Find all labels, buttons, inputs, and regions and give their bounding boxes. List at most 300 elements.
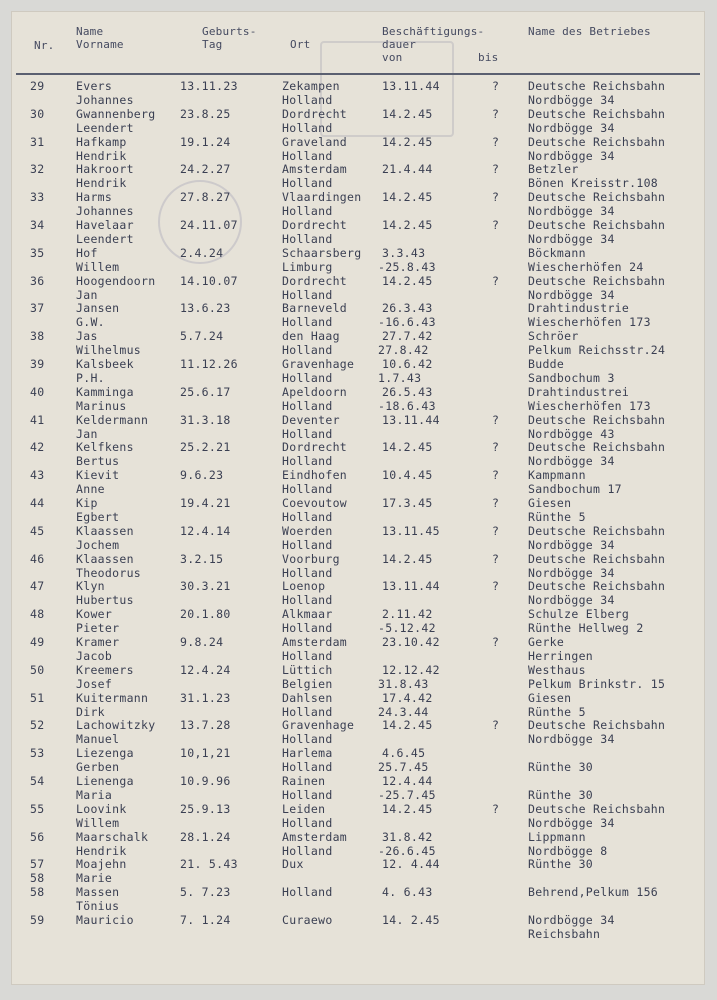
row-number: 34	[30, 218, 45, 232]
company-name: Deutsche Reichsbahn	[528, 523, 666, 538]
header-beschaeftigung: Beschäftigungs-	[382, 25, 485, 38]
header-dauer: dauer	[382, 38, 417, 51]
company-name: Nordbögge 34	[528, 913, 615, 927]
employment-from: 13.11.44	[382, 579, 440, 594]
employment-from: 26.5.43	[382, 384, 433, 399]
surname: Mauricio	[76, 913, 134, 927]
birth-place: Leiden	[282, 801, 326, 816]
header-name: Name	[76, 25, 104, 38]
given-name: Hubertus	[76, 593, 134, 608]
table-row	[12, 553, 704, 581]
birth-place: Vlaardingen	[282, 190, 362, 205]
employment-from: 12.4.44	[382, 774, 433, 788]
birth-date: 5. 7.23	[180, 885, 231, 900]
table-row	[12, 747, 704, 775]
company-address: Wiescherhöfen 24	[528, 259, 644, 274]
company-address: Sandbochum 17	[528, 482, 622, 497]
employment-to: -25.7.45	[378, 788, 436, 802]
employment-from: 14.2.45	[382, 106, 433, 121]
birth-place: Gravenhage	[282, 718, 355, 733]
employment-from: 2.11.42	[382, 607, 433, 622]
table-row	[12, 636, 704, 664]
birth-place: Harlema	[282, 746, 333, 761]
company-name: Deutsche Reichsbahn	[528, 718, 666, 733]
birth-country: Holland	[282, 537, 333, 552]
header-bis: bis	[478, 51, 499, 64]
birth-date: 5.7.24	[180, 329, 224, 344]
birth-country: Holland	[282, 760, 333, 775]
company-address: Nordbögge 34	[528, 120, 615, 135]
employment-to: -5.12.42	[378, 621, 436, 636]
table-row	[12, 191, 704, 219]
given-name: Manuel	[76, 732, 120, 747]
surname: Jas	[76, 329, 98, 344]
birth-place: Rainen	[282, 774, 326, 788]
company-address: Nordbögge 34	[528, 537, 615, 552]
birth-place: Schaarsberg	[282, 245, 362, 260]
company-address: Nordbögge 34	[528, 593, 615, 608]
birth-date: 2.4.24	[180, 245, 224, 260]
row-number: 46	[30, 551, 45, 566]
birth-country: Holland	[282, 482, 333, 497]
employment-from: 12. 4.44	[382, 857, 440, 872]
table-row	[12, 831, 704, 859]
surname: Kip	[76, 496, 98, 510]
row-number: 43	[30, 468, 45, 483]
header-vorname: Vorname	[76, 38, 124, 51]
company-name: Deutsche Reichsbahn	[528, 106, 666, 121]
birth-place: Dux	[282, 857, 304, 872]
company-address: Nordbögge 34	[528, 148, 615, 163]
table-row	[12, 247, 704, 275]
employment-until: ?	[492, 106, 500, 121]
surname: Kalsbeek	[76, 357, 134, 371]
employment-from: 13.11.44	[382, 79, 440, 93]
surname: Hoogendoorn	[76, 273, 156, 288]
employment-to: 25.7.45	[378, 760, 429, 775]
given-name: Johannes	[76, 93, 134, 107]
surname: Hafkamp	[76, 134, 127, 149]
birth-place: Dordrecht	[282, 273, 348, 288]
birth-country: Holland	[282, 148, 333, 163]
company-name: Deutsche Reichsbahn	[528, 273, 666, 288]
surname: Gwannenberg	[76, 106, 156, 121]
birth-date: 10,1,21	[180, 746, 231, 761]
birth-date: 3.2.15	[180, 551, 224, 566]
birth-place: Gravenhage	[282, 357, 355, 371]
employment-from: 17.3.45	[382, 496, 433, 510]
row-number: 30	[30, 106, 45, 121]
birth-country: Holland	[282, 315, 333, 330]
company-address: Bönen Kreisstr.108	[528, 176, 659, 191]
birth-place: Apeldoorn	[282, 384, 348, 399]
birth-country: Holland	[282, 93, 333, 107]
birth-date: 24.2.27	[180, 162, 231, 177]
birth-country: Holland	[282, 454, 333, 469]
given-name: Wilhelmus	[76, 343, 142, 358]
surname: Havelaar	[76, 218, 134, 232]
birth-country: Holland	[282, 176, 333, 191]
given-name: P.H.	[76, 371, 105, 385]
header-divider	[16, 73, 700, 75]
employment-until: ?	[492, 79, 500, 93]
employment-from: 14.2.45	[382, 551, 433, 566]
birth-country: Holland	[282, 565, 333, 580]
table-row	[12, 163, 704, 191]
birth-date: 7. 1.24	[180, 913, 231, 927]
table-row	[12, 441, 704, 469]
surname: Kamminga	[76, 384, 134, 399]
birth-country: Holland	[282, 732, 333, 747]
company-address: Rünthe 30	[528, 788, 594, 802]
row-number: 39	[30, 357, 45, 371]
birth-country: Holland	[282, 426, 333, 441]
employment-until: ?	[492, 134, 500, 149]
birth-country: Holland	[282, 510, 333, 524]
birth-place: Voorburg	[282, 551, 340, 566]
employment-until: ?	[492, 162, 500, 177]
employment-from: 13.11.45	[382, 523, 440, 538]
birth-place: Eindhofen	[282, 468, 348, 483]
employment-until: ?	[492, 496, 500, 510]
birth-place: Dordrecht	[282, 440, 348, 455]
birth-country: Limburg	[282, 259, 333, 274]
table-row	[12, 302, 704, 330]
table-row	[12, 219, 704, 247]
birth-country: Holland	[282, 371, 333, 385]
given-name: Anne	[76, 482, 105, 497]
employment-from: 14.2.45	[382, 190, 433, 205]
employment-from: 10.4.45	[382, 468, 433, 483]
birth-date: 20.1.80	[180, 607, 231, 622]
row-number: 31	[30, 134, 45, 149]
row-number: 54	[30, 774, 45, 788]
header-betrieb: Name des Betriebes	[528, 25, 651, 38]
birth-place: Alkmaar	[282, 607, 333, 622]
birth-place: Graveland	[282, 134, 348, 149]
table-row	[12, 108, 704, 136]
table-row	[12, 469, 704, 497]
employment-from: 14. 2.45	[382, 913, 440, 927]
birth-date: 31.3.18	[180, 412, 231, 427]
surname: Hof	[76, 245, 98, 260]
employment-from: 14.2.45	[382, 801, 433, 816]
birth-place: Dordrecht	[282, 106, 348, 121]
row-number: 37	[30, 301, 45, 316]
row-number: 49	[30, 635, 45, 649]
table-row	[12, 358, 704, 386]
table-row	[12, 497, 704, 525]
birth-date: 13.7.28	[180, 718, 231, 733]
company-name: Deutsche Reichsbahn	[528, 579, 666, 594]
row-number: 40	[30, 384, 45, 399]
row-number: 47	[30, 579, 45, 594]
given-name: Bertus	[76, 454, 120, 469]
given-name: Maria	[76, 788, 113, 802]
birth-country: Holland	[282, 621, 333, 636]
birth-country: Holland	[282, 788, 333, 802]
company-name: Schulze Elberg	[528, 607, 630, 622]
employment-from: 23.10.42	[382, 635, 440, 649]
surname: Kower	[76, 607, 113, 622]
row-number: 42	[30, 440, 45, 455]
birth-date: 25.2.21	[180, 440, 231, 455]
surname: Kuitermann	[76, 690, 149, 705]
birth-date: 9.8.24	[180, 635, 224, 649]
table-row	[12, 386, 704, 414]
row-number: 48	[30, 607, 45, 622]
birth-country: Holland	[282, 398, 333, 413]
surname: Jansen	[76, 301, 120, 316]
company-name: Rünthe 30	[528, 857, 594, 872]
employment-until: ?	[492, 551, 500, 566]
row-number: 32	[30, 162, 45, 177]
employment-until: ?	[492, 468, 500, 483]
employment-until: ?	[492, 412, 500, 427]
given-name: Dirk	[76, 704, 105, 719]
employment-to: -16.6.43	[378, 315, 436, 330]
table-row	[12, 858, 704, 886]
birth-place: Dordrecht	[282, 218, 348, 232]
birth-country: Holland	[282, 593, 333, 608]
table-row	[12, 580, 704, 608]
row-number: 50	[30, 662, 45, 677]
company-name: Deutsche Reichsbahn	[528, 412, 666, 427]
table-row	[12, 525, 704, 553]
given-name: Marinus	[76, 398, 127, 413]
employment-to: -18.6.43	[378, 398, 436, 413]
birth-date: 13.6.23	[180, 301, 231, 316]
row-number: 57	[30, 857, 45, 872]
birth-country: Holland	[282, 649, 333, 663]
table-row	[12, 414, 704, 442]
employment-from: 14.2.45	[382, 440, 433, 455]
employment-from: 14.2.45	[382, 718, 433, 733]
employment-from: 13.11.44	[382, 412, 440, 427]
employment-to: -25.8.43	[378, 259, 436, 274]
company-name: Deutsche Reichsbahn	[528, 801, 666, 816]
employment-until: ?	[492, 440, 500, 455]
surname: Liezenga	[76, 746, 134, 761]
birth-date: 28.1.24	[180, 829, 231, 844]
company-address: Rünthe Hellweg 2	[528, 621, 644, 636]
given-name: Willem	[76, 815, 120, 830]
company-name: Lippmann	[528, 829, 586, 844]
company-address: Sandbochum 3	[528, 371, 615, 385]
employment-from: 3.3.43	[382, 245, 426, 260]
birth-date: 12.4.24	[180, 662, 231, 677]
employment-from: 27.7.42	[382, 329, 433, 344]
surname: Massen	[76, 885, 120, 900]
row-number: 29	[30, 79, 45, 93]
company-address: Nordbögge 8	[528, 843, 608, 858]
company-name: Gerke	[528, 635, 565, 649]
birth-date: 12.4.14	[180, 523, 231, 538]
given-name: Tönius	[76, 899, 120, 914]
birth-date: 13.11.23	[180, 79, 238, 93]
given-name: Pieter	[76, 621, 120, 636]
employment-until: ?	[492, 635, 500, 649]
employment-from: 17.4.42	[382, 690, 433, 705]
company-address: Nordbögge 34	[528, 204, 615, 219]
surname: Moajehn	[76, 857, 127, 872]
company-address: Pelkum Brinkstr. 15	[528, 676, 666, 691]
surname: Harms	[76, 190, 113, 205]
company-name: Drahtindustrie	[528, 301, 630, 316]
company-name: Deutsche Reichsbahn	[528, 218, 666, 232]
employment-from: 14.2.45	[382, 134, 433, 149]
birth-date: 25.9.13	[180, 801, 231, 816]
birth-date: 11.12.26	[180, 357, 238, 371]
birth-place: Loenop	[282, 579, 326, 594]
birth-place: Zekampen	[282, 79, 340, 93]
birth-place: Barneveld	[282, 301, 348, 316]
birth-date: 27.8.27	[180, 190, 231, 205]
employment-from: 10.6.42	[382, 357, 433, 371]
surname: Maarschalk	[76, 829, 149, 844]
employment-from: 4.6.45	[382, 746, 426, 761]
company-address: Herringen	[528, 649, 594, 663]
company-address: Nordbögge 34	[528, 815, 615, 830]
birth-date: 19.4.21	[180, 496, 231, 510]
birth-country: Holland	[282, 232, 333, 246]
employment-until: ?	[492, 273, 500, 288]
birth-country: Holland	[282, 815, 333, 830]
table-row	[12, 330, 704, 358]
company-address: Nordbögge 34	[528, 93, 615, 107]
employment-until: ?	[492, 801, 500, 816]
birth-date: 31.1.23	[180, 690, 231, 705]
birth-date: 30.3.21	[180, 579, 231, 594]
birth-date: 19.1.24	[180, 134, 231, 149]
table-row	[12, 886, 704, 914]
given-name: Johannes	[76, 204, 134, 219]
given-name: Egbert	[76, 510, 120, 524]
given-name: Leendert	[76, 232, 134, 246]
table-row	[12, 775, 704, 803]
company-name: Kampmann	[528, 468, 586, 483]
given-name: Willem	[76, 259, 120, 274]
birth-place: Woerden	[282, 523, 333, 538]
employment-to: 31.8.43	[378, 676, 429, 691]
table-row	[12, 136, 704, 164]
employment-until: ?	[492, 218, 500, 232]
birth-date: 10.9.96	[180, 774, 231, 788]
company-name: Deutsche Reichsbahn	[528, 134, 666, 149]
surname: Klaassen	[76, 523, 134, 538]
company-address: Rünthe 5	[528, 704, 586, 719]
row-number: 59	[30, 913, 45, 927]
given-name: Marie	[76, 871, 113, 886]
surname: Lachowitzky	[76, 718, 156, 733]
row-number: 38	[30, 329, 45, 344]
table-row	[12, 692, 704, 720]
employment-until: ?	[492, 579, 500, 594]
birth-place: Curaewo	[282, 913, 333, 927]
birth-date: 23.8.25	[180, 106, 231, 121]
row-number: 58	[30, 885, 45, 900]
row-number: 35	[30, 245, 45, 260]
surname: Keldermann	[76, 412, 149, 427]
employment-from: 14.2.45	[382, 273, 433, 288]
employment-to: -26.6.45	[378, 843, 436, 858]
birth-date: 14.10.07	[180, 273, 238, 288]
birth-country: Belgien	[282, 676, 333, 691]
surname: Kramer	[76, 635, 120, 649]
table-row	[12, 803, 704, 831]
employment-from: 14.2.45	[382, 218, 433, 232]
row-number: 33	[30, 190, 45, 205]
employment-until: ?	[492, 190, 500, 205]
birth-place: Holland	[282, 885, 333, 900]
given-name: Josef	[76, 676, 113, 691]
table-row	[12, 80, 704, 108]
company-name: Westhaus	[528, 662, 586, 677]
surname: Kelfkens	[76, 440, 134, 455]
surname: Klyn	[76, 579, 105, 594]
company-address: Rünthe 30	[528, 760, 594, 775]
given-name: Hendrik	[76, 148, 127, 163]
company-address: Nordbögge 43	[528, 426, 615, 441]
given-name: Hendrik	[76, 176, 127, 191]
given-name: Leendert	[76, 120, 134, 135]
employment-from: 21.4.44	[382, 162, 433, 177]
given-name: Hendrik	[76, 843, 127, 858]
row-number: 56	[30, 829, 45, 844]
header-nr: Nr.	[34, 39, 55, 52]
company-address: Rünthe 5	[528, 510, 586, 524]
surname: Hakroort	[76, 162, 134, 177]
employment-from: 12.12.42	[382, 662, 440, 677]
birth-place: Deventer	[282, 412, 340, 427]
birth-place: Lüttich	[282, 662, 333, 677]
company-name: Budde	[528, 357, 565, 371]
company-address: Wiescherhöfen 173	[528, 315, 651, 330]
company-address: Nordbögge 34	[528, 287, 615, 302]
employment-to: 1.7.43	[378, 371, 422, 385]
birth-country: Holland	[282, 843, 333, 858]
birth-place: Coevoutow	[282, 496, 348, 510]
given-name: G.W.	[76, 315, 105, 330]
company-address: Pelkum Reichsstr.24	[528, 343, 666, 358]
birth-date: 9.6.23	[180, 468, 224, 483]
given-name: Jan	[76, 426, 98, 441]
company-name: Deutsche Reichsbahn	[528, 551, 666, 566]
employment-until: ?	[492, 523, 500, 538]
company-name: Giesen	[528, 690, 572, 705]
company-address: Reichsbahn	[528, 927, 601, 941]
given-name: Gerben	[76, 760, 120, 775]
company-address: Wiescherhöfen 173	[528, 398, 651, 413]
birth-country: Holland	[282, 120, 333, 135]
employment-to: 24.3.44	[378, 704, 429, 719]
company-address: Nordbögge 34	[528, 565, 615, 580]
company-name: Drahtindustrei	[528, 384, 630, 399]
header-tag: Tag	[202, 38, 223, 51]
surname: Kievit	[76, 468, 120, 483]
company-name: Giesen	[528, 496, 572, 510]
header-ort: Ort	[290, 38, 311, 51]
surname: Loovink	[76, 801, 127, 816]
table-row	[12, 719, 704, 747]
table-row	[12, 914, 704, 942]
employment-to: 27.8.42	[378, 343, 429, 358]
document-page	[12, 12, 704, 984]
table-row	[12, 275, 704, 303]
given-name: Jochem	[76, 537, 120, 552]
surname: Klaassen	[76, 551, 134, 566]
birth-date: 21. 5.43	[180, 857, 238, 872]
